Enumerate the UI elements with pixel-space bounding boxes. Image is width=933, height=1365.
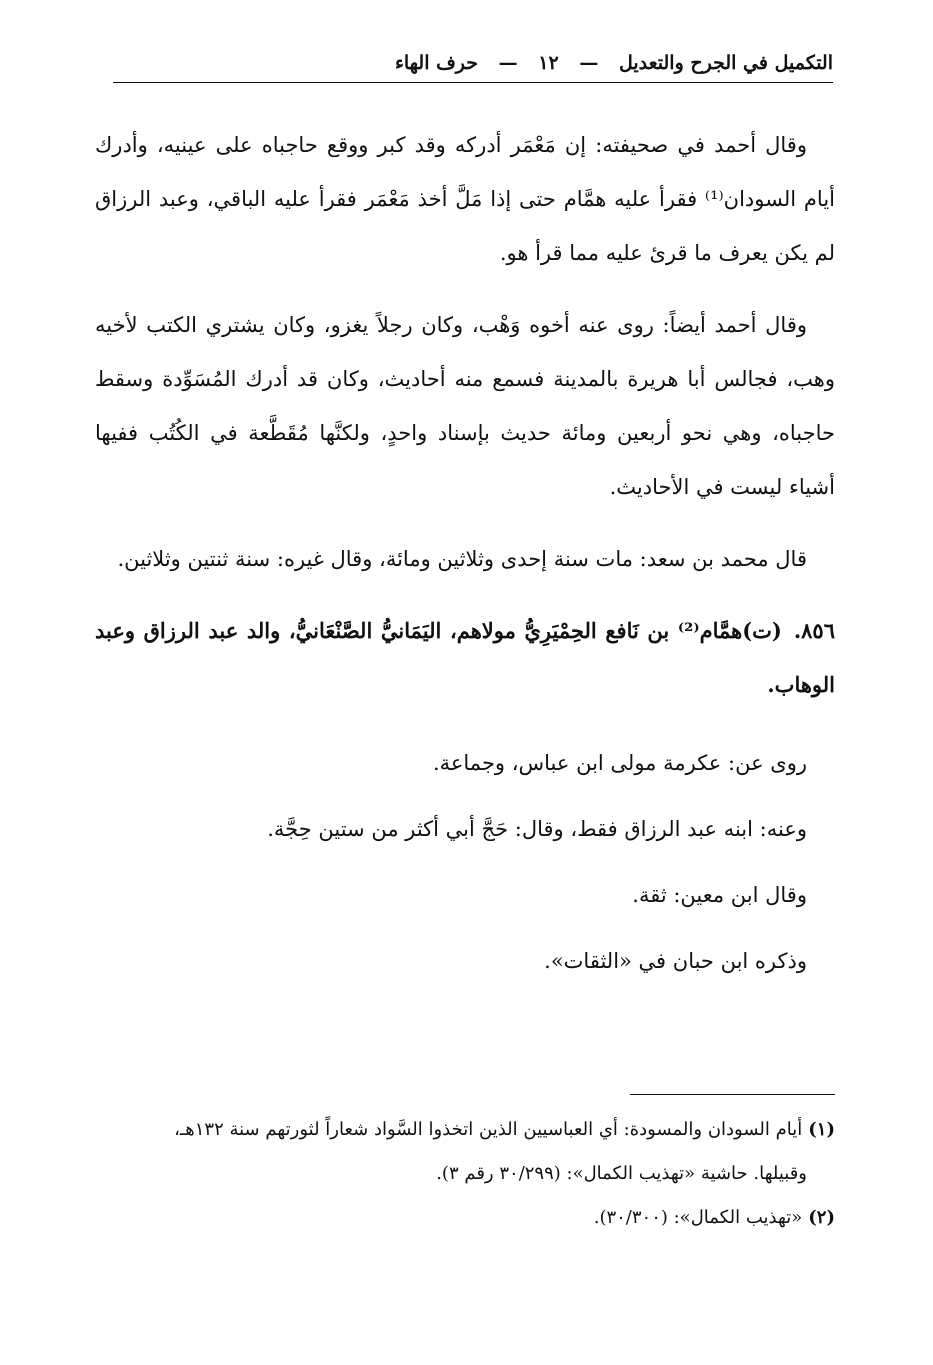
footnote-1 xyxy=(95,1108,835,1152)
footnote-divider xyxy=(630,1094,835,1095)
paragraph-2: وقال أحمد أيضاً: روى عنه أخوه وَهْب، وكان رجلاً يغزو، وكان يشتري الكتب لأخيه وهب، فجالس أبا هريرة بالمدينة فسمع منه أحاديث، وكان قد أدرك المُسَوِّدة وسقط حاجباه، وهي نحو أربعين ومائة حديث بإسناد واحدٍ، ولكنَّها مُقَطَّعة في الكُتُب ففيها أشياء ليست في الأحاديث. xyxy=(95,313,835,499)
page-number: ١٢ xyxy=(538,52,559,74)
entry-number: ٨٥٦. xyxy=(793,618,835,643)
entry-line-4: وذكره ابن حبان في «الثقات». xyxy=(544,949,807,973)
entry-line-1: روى عن: عكرمة مولى ابن عباس، وجماعة. xyxy=(432,751,807,775)
paragraph-1: وقال أحمد في صحيفته: إن مَعْمَر أدركه وقد كبر ووقع حاجباه على عينيه، وأدرك أيام السودان⁽¹⁾ فقرأ عليه همَّام حتى إذا مَلَّ أخذ مَعْمَر فقرأ عليه الباقي، وعبد الرزاق لم يكن يعرف ما قرئ عليه مما قرأ هو. xyxy=(95,133,835,265)
entry-heading xyxy=(95,604,835,712)
footnote-2 xyxy=(95,1196,835,1240)
footnote-2-text: «تهذيب الكمال»: (٣٠/٣٠٠). xyxy=(593,1207,803,1228)
footnote-1-marker: (١) xyxy=(808,1119,835,1140)
book-title: التكميل في الجرح والتعديل xyxy=(618,52,833,74)
running-header: التكميل في الجرح والتعديل — ١٢ — حرف الهاء xyxy=(113,52,833,83)
footnote-1-text: أيام السودان والمسودة: أي العباسيين الذين اتخذوا السَّواد شعاراً لثورتهم سنة ١٣٢هـ، xyxy=(174,1119,803,1140)
entry-line-3: وقال ابن معين: ثقة. xyxy=(632,883,807,907)
footnotes xyxy=(95,1108,835,1240)
paragraph-3: قال محمد بن سعد: مات سنة إحدى وثلاثين ومائة، وقال غيره: سنة ثنتين وثلاثين. xyxy=(117,547,807,571)
footnote-2-marker: (٢) xyxy=(808,1207,835,1228)
section-title: حرف الهاء xyxy=(394,52,479,74)
footnote-1-continuation: وقبيلها. حاشية «تهذيب الكمال»: (٣٠/٢٩٩ رقم ٣). xyxy=(436,1163,807,1184)
entry-line-2: وعنه: ابنه عبد الرزاق فقط، وقال: حَجَّ أبي أكثر من ستين حِجَّة. xyxy=(267,817,807,841)
main-text xyxy=(95,118,835,1000)
entry-title: (ت)همَّام⁽²⁾ بن نَافع الحِمْيَرِيُّ مولاهم، اليَمَانيُّ الصَّنْعَانيُّ، والد عبد الرزاق وعبد الوهاب. xyxy=(95,618,835,697)
